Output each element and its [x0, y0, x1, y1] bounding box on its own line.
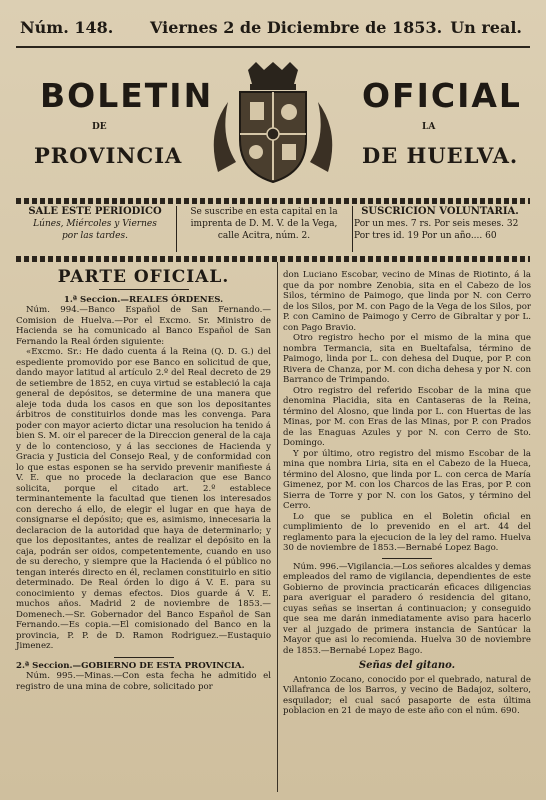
- article-rule: [382, 554, 432, 559]
- schedule-line-3: por las tardes.: [62, 231, 128, 241]
- box-divider-2: [352, 206, 353, 252]
- address-line-2: imprenta de D. M. V. de la Vega,: [190, 219, 338, 229]
- address-line-1: Se suscribe en esta capital en la: [190, 207, 338, 217]
- section-1-heading: 1.ª Seccion.—REALES ÓRDENES.: [63, 294, 224, 305]
- ornamental-border-top: [16, 198, 530, 204]
- box-divider-1: [176, 206, 177, 252]
- right-column: [283, 270, 531, 717]
- ornamental-border-bottom: [16, 256, 530, 262]
- title-huelva: DE HUELVA.: [362, 143, 519, 168]
- address-line-3: calle Acitra, núm. 2.: [217, 231, 311, 241]
- registro-placidia: Otro registro del referido Escobar de la mina que denomina Placidia, sita en Cantaseras de la Reina, término del Alosno, que linda por L. con Huertas de las Minas, por M. con Eras de las Minas, por P. con Prados de las Enaguas Azules y por N. con Cerro de Sto. Domingo.: [283, 385, 531, 448]
- publication-schedule: [20, 206, 170, 252]
- subscription-prices: [354, 206, 526, 252]
- parte-oficial-heading: PARTE OFICIAL.: [57, 267, 230, 287]
- article-994-body: «Excmo. Sr.: He dado cuenta á la Reina (Q. D. G.) del espediente promovido por ese Banco en solicitud de que, dando mayor latitud al artículo 2.º del Real decreto de 29 de setiembre de 1852, en cuya virtud se estableció la caja general de depósitos, se determine de una manera que aleje toda duda los casos en que son los depositantes árbitros de constituirlos donde mas les convenga. Para poder con mayor acierto dictar una resolucion ha tenido á bien S. M. oir el parecer de la Direccion general de la caja y de lo contencioso, y á las secciones de Hacienda y Gracia y Justicia del Consejo Real, y de conformidad con lo que estas esponen se ha servido prevenir manifieste á V. E. que no procede la declaracion que ese Banco solicita, porque el citado art. 2.º establece terminantemente la facultad que tienen los interesados con derecho á ello, de elegir el lugar en que haya de consignarse el depósito; que es, asimismo, innecesaria la declaracion de la autoridad que haya de determinarlo; y que los depositantes, antes de realizar el depósito en la caja, podrán ser oidos, competentemente, cuando en uso de su derecho, y siempre que la Hacienda ó el público no tengan interés directo en él, reclamen constituirlo en sitio determinado. De Real órden lo digo á V. E. para su conocimiento y demas efectos. Dios guarde á V. E. muchos años. Madrid 2 de noviembre de 1853.—Domenech.—Sr. Gobernador del Banco Español de San Fernando.—Es copia.—El comisionado del Banco en la provincia, P. P. de D. Ramon Rodriguez.—Eustaquio Jimenez.: [16, 347, 271, 651]
- royal-coat-of-arms-icon: [198, 62, 348, 188]
- schedule-line-2: Lúnes, Miércoles y Viernes: [33, 219, 157, 229]
- senas-heading: Señas del gitano.: [358, 660, 456, 671]
- prices-line-2: Por un mes. 7 rs. Por seis meses. 32: [354, 219, 519, 229]
- prices-line-1: SUSCRICION VOLUNTARIA.: [361, 206, 519, 217]
- left-column: [16, 267, 271, 692]
- schedule-line-1: SALE ESTE PERIODICO: [28, 206, 162, 217]
- issue-date: Viernes 2 de Diciembre de 1853.: [150, 18, 443, 37]
- title-boletin: BOLETIN: [40, 76, 214, 115]
- masthead-bar: [18, 18, 528, 40]
- registro-liria: Y por último, otro registro del mismo Escobar de la mina que nombra Liria, sita en el Cabezo de la Hueca, término del Alosno, que linda por L. con cerca de María Gimenez, por M. con los Charcos de las Eras, por P. con Sierra de Torre y por N. con los Gatos, y término del Cerro.: [283, 448, 531, 511]
- article-995-continued: don Luciano Escobar, vecino de Minas de Riotinto, á la que da por nombre Zenobia, sita en el Cabezo de los Silos, término de Paimogo, que linda por N. con Cerro de los Silos, por M. con Pago de la Vega de los Silos, por P. con Camino de Paimogo y Cerro de Gibraltar y por L. con Pago Bravio.: [283, 270, 531, 333]
- issue-price: Un real.: [450, 18, 522, 37]
- issue-number: Núm. 148.: [20, 18, 114, 37]
- heading-rule: [99, 289, 189, 290]
- article-995-start: Núm. 995.—Minas.—Con esta fecha he admitido el registro de una mina de cobre, solicitado por: [16, 671, 271, 692]
- title-oficial: OFICIAL: [362, 76, 522, 115]
- article-995-closing: Lo que se publica en el Boletin oficial en cumplimiento de lo prevenido en el art. 44 del reglamento para la ejecucion de la ley del ramo. Huelva 30 de noviembre de 1853.—Bernabé Lopez Bago.: [283, 511, 531, 553]
- subscription-address: [180, 206, 348, 252]
- title-provincia: PROVINCIA: [34, 143, 183, 168]
- senas-description: Antonio Zocano, conocido por el quebrado, natural de Villafranca de los Barros, y vecino de Badajoz, soltero, esquilador; el cual sacó pasaporte de esta última poblacion en 21 de mayo de este año con el núm. 690.: [283, 674, 531, 716]
- article-994-intro: Núm. 994.—Banco Español de San Fernando.—Comision de Huelva.—Por el Excmo. Sr. Ministro de Hacienda se ha comunicado al Banco Español de San Fernando la Real órden siguiente:: [16, 305, 271, 347]
- title-la: LA: [422, 122, 436, 132]
- masthead-rule: [16, 46, 530, 48]
- title-de: DE: [92, 122, 107, 132]
- prices-line-3: Por tres id. 19 Por un año.... 60: [354, 231, 497, 241]
- section-rule: [114, 652, 174, 658]
- article-996-vigilancia: Núm. 996.—Vigilancia.—Los señores alcaldes y demas empleados del ramo de vigilancia, dependientes de este Gobierno de provincia practicarán eficaces diligencias para averiguar el paradero ó residencia del gitano, cuyas señas se insertan á continuacion; y conseguido que sea me darán inmediatamente aviso para hacerlo ver al juzgado de primera instancia de Santúcar la Mayor que asi lo recomienda. Huelva 30 de noviembre de 1853.—Bernabé Lopez Bago.: [283, 561, 531, 656]
- registro-termancia: Otro registro hecho por el mismo de la mina que nombra Termancia, sita en Bueltafalsa, término de Paimogo, linda por L. con dehesa del Duque, por P. con Rivera de Chanza, por M. con dicha dehesa y por N. con Barranco de Trimpando.: [283, 333, 531, 385]
- column-separator: [277, 262, 278, 792]
- section-2-heading: 2.ª Seccion.—GOBIERNO DE ESTA PROVINCIA.: [16, 660, 245, 671]
